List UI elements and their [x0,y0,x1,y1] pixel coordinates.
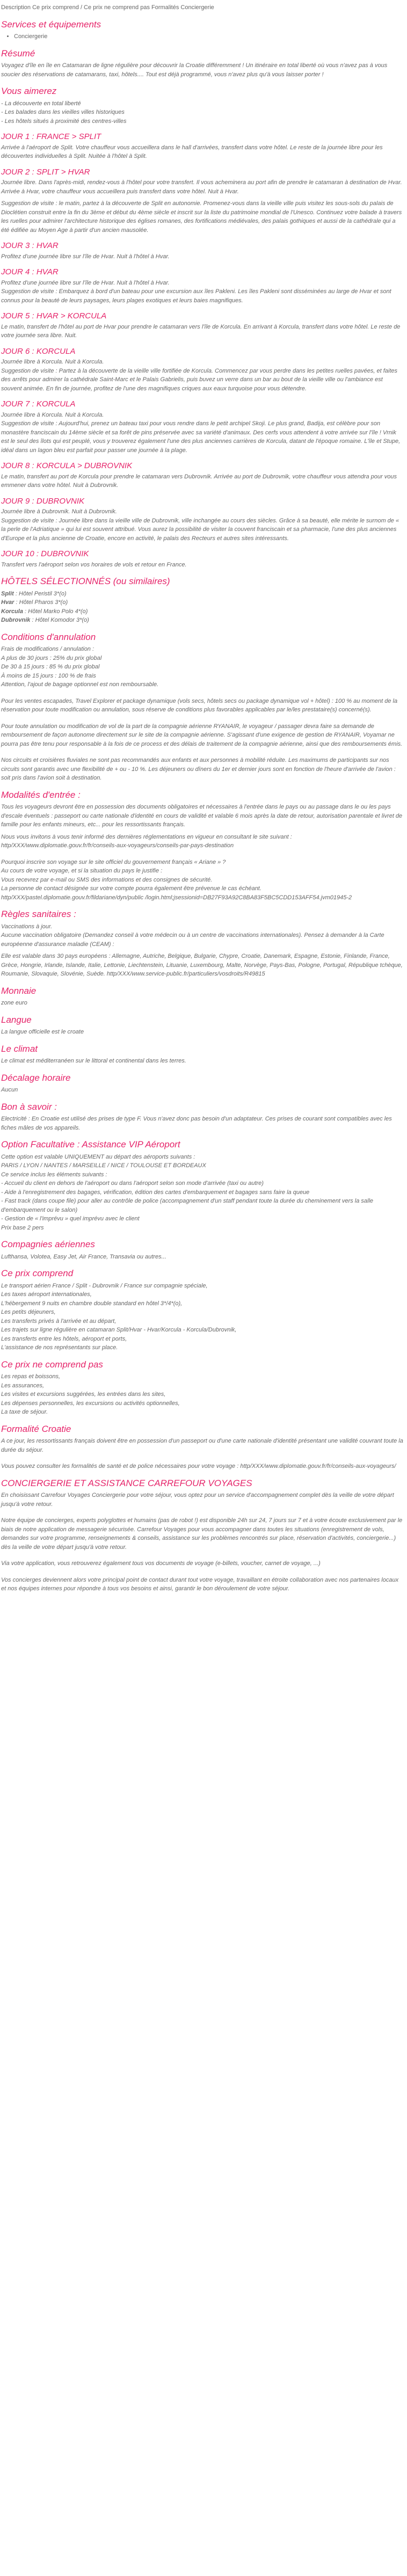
day-title: JOUR 8 : KORCULA > DUBROVNIK [1,461,133,470]
option-title: Option Facultative : Assistance VIP Aéroport [1,1139,180,1149]
necomprend-line: Les visites et excursions suggérées, les entrées dans les sites, [1,1391,166,1398]
option-line: Prix base 2 pers [1,1224,44,1231]
conciergerie-paragraph: Via votre application, vous retrouverez également tous vos documents de voyage (e-billets, voucher, carnet de voyage, ...) [1,1560,321,1567]
conditions-paragraph: Pour les ventes escapades, Travel Explorer et package dynamique (vols secs, hôtels secs ou package dynamique vol + hôtel) : 100 % au moment de la réservation pour toute modification ou annulation, sous réserve de conditions plus favorables applicables par le/les prestataire(s) concerné(s). [1,697,398,713]
necomprend-line: Les repas et boissons, [1,1373,61,1380]
tab-strip[interactable]: Description Ce prix comprend / Ce prix ne comprend pas Formalités Conciergerie [1,4,214,11]
compagnies-title: Compagnies aériennes [1,1239,95,1249]
resume-title: Résumé [1,48,35,59]
day-title: JOUR 9 : DUBROVNIK [1,496,85,506]
conditions-line: À moins de 15 jours : 100 % de frais [1,672,96,679]
day-suggestion: Suggestion de visite : Partez à la découverte de la vieille ville fortifiée de Korcula. Commencez par vous perdre dans les petites ruelles pavées, et faites des arrêts pour admirer la cathédrale Saint-Marc et le Palais Gabrielis, puis buvez un verre dans un bar au bout de la vieille ville ou l'ambiance est souvent animée. En fin de journée, profitez de l'une des magnifiques criques aux eaux turquoise pour vous détendre. [1,367,398,392]
sanitaires-paragraph: Aucune vaccination obligatoire (Demandez conseil à votre médecin ou à un centre de vaccinations internationales). Pensez à demander à la Carte européenne d'assurance maladie (CEAM) : [1,932,384,948]
day-title: JOUR 1 : FRANCE > SPLIT [1,132,101,141]
comprend-line: L'assistance de nos représentants sur place. [1,1344,118,1351]
aimerez-line: - La découverte en total liberté [1,100,81,107]
hotel-name: : Hôtel Pharos 3*(o) [14,599,68,606]
day-text: Journée libre à Korcula. Nuit à Korcula. [1,359,104,365]
conditions-line: Frais de modifications / annulation : [1,646,95,652]
option-line: Ce service inclus les éléments suivants : [1,1171,107,1178]
conditions-line: A plus de 30 jours : 25% du prix global [1,654,102,661]
option-line: - Accueil du client en dehors de l'aéroport ou dans l'aéroport selon son mode d'arrivée (taxi ou autre) [1,1180,264,1187]
modalites-paragraph: La personne de contact désignée sur votre compte pourra également être prévenue le cas échéant. http/XXX/pastel.diplomatie.gouv.fr/fildariane/dyn/public /login.html;jsessionid=DB27F93A92C8BA83F5BC5CDD153AFF54.jvm01945-2 [1,885,352,901]
aimerez-title: Vous aimerez [1,86,57,96]
hotel-city: Korcula [1,608,23,615]
conciergerie-paragraph: En choisissant Carrefour Voyages Conciergerie pour votre séjour, vous optez pour un service d'accompagnement complet dès la veille de votre départ jusqu'à votre retour. [1,1492,394,1508]
conciergerie-title: CONCIERGERIE ET ASSISTANCE CARREFOUR VOYAGES [1,1478,252,1488]
aimerez-line: - Les hôtels situés à proximité des centres-villes [1,118,127,125]
modalites-paragraph: Tous les voyageurs devront être en possession des documents obligatoires et nécessaires à l'entrée dans le pays ou au passage dans le ou les pays d'escale éventuels : passeport ou carte nationale d'identité en cours de validité et valable 6 mois après la date de retour, autorisation parentale et livret de famille pour les enfants mineurs, etc... pour les ressortissants français. [1,804,403,828]
climat-title: Le climat [1,1043,38,1054]
modalites-paragraph: Nous vous invitons à vous tenir informé des dernières réglementations en vigueur en consultant le site suivant : http/XXX/www.diplomatie.gouv.fr/fr/conseils-aux-voyageurs/conseils-par-pays-destination [1,833,292,849]
langue-text: La langue officielle est le croate [1,1029,84,1035]
day-title: JOUR 6 : KORCULA [1,346,76,356]
comprend-line: Les trajets sur ligne régulière en catamaran Split/Hvar - Hvar/Korcula - Korcula/Dubrovnik, [1,1327,237,1333]
hotel-name: : Hôtel Komodor 3*(o) [30,617,89,623]
comprend-line: Le transport aérien France / Split - Dubrovnik / France sur compagnie spéciale, [1,1282,208,1289]
day-suggestion: Suggestion de visite : le matin, partez à la découverte de Split en autonomie. Promenez-vous dans la vieille ville puis visitez les sous-sols du palais de Dioclétien construit entre la fin du 3ème et début du 4ème siècle et inscrit sur la liste du patrimoine mondial de l'Unesco. Continuez votre balade à travers les ruelles pour admirer l'architecture historique des églises romanes, des fortifications médiévales, des palais gothiques et aussi de la cathédrale qui a été édifiée au Moyen Age à partir d'un ancien mausolée. [1,200,402,234]
modalites-title: Modalités d'entrée : [1,789,81,800]
comprend-line: Les transferts privés à l'arrivée et au départ, [1,1318,117,1325]
necomprend-line: La taxe de séjour. [1,1409,48,1415]
langue-title: Langue [1,1014,32,1025]
services-title: Services et équipements [1,19,101,30]
day-text: Transfert vers l'aéroport selon vos horaires de vols et retour en France. [1,561,187,568]
necomprend-title: Ce prix ne comprend pas [1,1359,103,1370]
necomprend-line: Les dépenses personnelles, les excursions ou activités optionnelles, [1,1400,180,1407]
day-title: JOUR 4 : HVAR [1,267,59,276]
conditions-paragraph: Pour toute annulation ou modification de vol de la part de la compagnie aérienne RYANAIR, le voyageur / passager devra faire sa demande de remboursement de façon autonome directement sur le site de la compagnie aérienne. S'agissant d'une exigence de gestion de RYANAIR, Voyamar ne pourra pas être tenu pour responsable à la fois de ce process et des délais de traitement de la compagnie aérienne, ainsi que des remboursements émis. [1,723,403,747]
day-title: JOUR 3 : HVAR [1,241,59,250]
decalage-text: Aucun [1,1087,18,1093]
day-text: Journée libre. Dans l'après-midi, rendez-vous à l'hôtel pour votre transfert. Il vous acheminera au port afin de prendre le catamaran à destination de Hvar. Arrivée à Hvar, votre chauffeur vous accueillera puis transfert dans votre hôtel. Nuit à Hvar. [1,179,402,195]
modalites-paragraph: Pourquoi inscrire son voyage sur le site officiel du gouvernement français « Ariane » ? [1,858,226,865]
hotel-line [1,607,404,616]
option-line: PARIS / LYON / NANTES / MARSEILLE / NICE / TOULOUSE ET BORDEAUX [1,1162,206,1169]
conditions-line: Attention, l'ajout de bagage optionnel est non remboursable. [1,681,159,688]
necomprend-line: Les assurances, [1,1382,45,1389]
hotel-line [1,590,404,599]
monnaie-title: Monnaie [1,985,37,996]
conciergerie-paragraph: Notre équipe de concierges, experts polyglottes et humains (pas de robot !) est disponible 24h sur 24, 7 jours sur 7 et à votre écoute exclusivement par le biais de notre application de messagerie sécurisée. Carrefour Voyages pour vous accompagner dans toutes les situations (enregistrement de vols, demandes sur votre programme, renseignements & conseils, assistance sur les problèmes rencontrés sur place, réservation d'activités, conciergerie...) dès la veille de votre départ jusqu'à votre retour. [1,1517,403,1551]
option-line: Cette option est valable UNIQUEMENT au départ des aéroports suivants : [1,1153,195,1160]
bonasavoir-text: Electricité : En Croatie est utilisé des prises de type F. Vous n'avez donc pas besoin d'un adaptateur. Ces prises de courant sont compatibles avec les fiches mâles de vos appareils. [1,1116,392,1131]
formalite-paragraph: Vous pouvez consulter les formalités de santé et de police nécessaires pour votre voyage : http/XXX/www.diplomatie.gouv.fr/fr/conseils-aux-voyageurs/ [1,1463,396,1469]
day-title: JOUR 10 : DUBROVNIK [1,549,89,558]
hotel-line [1,598,404,607]
day-text: Le matin, transfert de l'hôtel au port de Hvar pour prendre le catamaran vers l'île de Korcula. En arrivant à Korcula, transfert dans votre hôtel. Le reste de votre journée sera libre. Nuit. [1,323,401,339]
bonasavoir-title: Bon à savoir : [1,1101,57,1112]
hotel-name: : Hôtel Marko Polo 4*(o) [23,608,88,615]
option-line: - Fast track (dans coupe file) pour aller au contrôle de police (accompagnement d'un staff pendant toute la durée du cheminement vers la salle d'embarquement ou le salon) [1,1198,374,1213]
monnaie-text: zone euro [1,1000,27,1006]
sanitaires-paragraph: Elle est valable dans 30 pays européens : Allemagne, Autriche, Belgique, Bulgarie, Chypre, Croatie, Danemark, Espagne, Estonie, Finlande, France, Grèce, Hongrie, Irlande, Islande, Italie, Lettonie, Liechtenstein, Lituanie, Luxembourg, Malte, Norvège, Pays-Bas, Pologne, Portugal, République tchèque, Roumanie, Slovaquie, Slovénie, Suède. http/XXX/www.service-public.fr/particuliers/vosdroits/R49815 [1,953,403,977]
services-item: • Conciergerie [14,32,404,41]
day-title: JOUR 7 : KORCULA [1,399,76,409]
conditions-title: Conditions d'annulation [1,631,96,642]
modalites-paragraph: Au cours de votre voyage, et si la situation du pays le justifie : [1,868,163,874]
option-line: - Gestion de « l'imprévu » quel imprévu avec le client [1,1216,140,1222]
day-title: JOUR 2 : SPLIT > HVAR [1,167,90,177]
day-text: Le matin, transfert au port de Korcula pour prendre le catamaran vers Dubrovnik. Arrivée au port de Dubrovnik, votre chauffeur vous attendra pour vous emmener dans votre hôtel. Nuit à Dubrovnik. [1,473,397,489]
formalite-title: Formalité Croatie [1,1423,71,1434]
comprend-line: L'hébergement 9 nuits en chambre double standard en hôtel 3*/4*(o), [1,1300,183,1307]
modalites-paragraph: Vous recevrez par e-mail ou SMS des informations et des consignes de sécurité. [1,876,213,883]
comprend-line: Les transferts entre les hôtels, aéroport et ports, [1,1335,127,1342]
day-text: Arrivée à l'aéroport de Split. Votre chauffeur vous accueillera dans le hall d'arrivées, transfert dans votre hôtel. Le reste de la journée libre pour les découvertes individuelles à Split. Nuitée à l'hôtel à Split. [1,144,383,159]
conditions-paragraph: Nos circuits et croisières fluviales ne sont pas recommandés aux enfants et aux personnes à mobilité réduite. Les maximums de participants sur nos circuits sont garantis avec une flexibilité de + ou - 10 %. Les déjeuners ou dîners du 1er et dernier jours sont en fonction de l'heure d'arrivée de l'avion : soit pris dans l'avion soit à destination. [1,757,396,781]
day-text: Journée libre à Dubrovnik. Nuit à Dubrovnik. [1,508,117,515]
services-list [1,32,404,41]
hotel-city: Split [1,590,14,597]
comprend-line: Les petits déjeuners, [1,1309,56,1315]
option-line: - Aide à l'enregistrement des bagages, vérification, édition des cartes d'embarquement et bagages sans faire la queue [1,1189,310,1196]
aimerez-line: - Les balades dans les vieilles villes historiques [1,109,125,115]
hotel-name: : Hôtel Peristil 3*(o) [13,590,67,597]
conciergerie-paragraph: Vos concierges deviennent alors votre principal point de contact durant tout votre voyage, travaillant en étroite collaboration avec nos partenaires locaux et nos équipes internes pour répondre à tous vos besoins et ainsi, garantir le bon déroulement de votre séjour. [1,1576,399,1592]
day-suggestion: Suggestion de visite : Embarquez à bord d'un bateau pour une excursion aux îles Pakleni. Les îles Pakleni sont disséminées au large de Hvar et sont connus pour la beauté de leurs paysages, leurs plages exotiques et leurs baies magnifiques. [1,288,391,304]
sanitaires-paragraph: Vaccinations à jour. [1,923,53,930]
hotels-title: HÔTELS SÉLECTIONNÉS (ou similaires) [1,576,170,586]
climat-text: Le climat est méditerranéen sur le littoral et continental dans les terres. [1,1058,186,1064]
hotel-city: Dubrovnik [1,617,31,623]
day-text: Profitez d'une journée libre sur l'île de Hvar. Nuit à l'hôtel à Hvar. [1,279,170,286]
decalage-title: Décalage horaire [1,1072,71,1083]
formalite-paragraph: A ce jour, les ressortissants français doivent être en possession d'un passeport ou d'une carte nationale d'identité présentant une validité couvrant toute la durée du séjour. [1,1438,403,1453]
comprend-line: Les taxes aéroport internationales, [1,1291,92,1298]
resume-text: Voyagez d'île en île en Catamaran de ligne régulière pour découvrir la Croatie différemment ! Un itinéraire en total liberté où vous n'avez pas à vous soucier des réservations de catamarans, taxi, hôtels.... Tout est déjà programmé, vous n'avez plus qu'à vous laisser porter ! [1,62,388,78]
conditions-line: De 30 à 15 jours : 85 % du prix global [1,664,100,670]
hotel-city: Hvar [1,599,14,606]
day-text: Journée libre à Korcula. Nuit à Korcula. [1,411,104,418]
day-text: Profitez d'une journée libre sur l'île de Hvar. Nuit à l'hôtel à Hvar. [1,253,170,260]
day-suggestion: Suggestion de visite : Journée libre dans la vieille ville de Dubrovnik, ville inchangée au cours des siècles. Grâce à sa beauté, elle mérite le surnom de « la perle de l'Adriatique » qui lui est souvent attribué. Vous aurez la possibilité de visiter la couvent franciscain et sa pharmacie, l'une des plus anciennes d'Europe et la plus ancienne de Croatie, encore en activité, le palais des Recteurs et autres sites intéressants. [1,517,399,542]
comprend-title: Ce prix comprend [1,1268,74,1278]
day-suggestion: Suggestion de visite : Aujourd'hui, prenez un bateau taxi pour vous rendre dans le petit archipel Skoji. Le plus grand, Badija, est célèbre pour son monastère franciscain du 14ème siècle et sa forêt de pins préservée avec sa variété d'animaux. Des cerfs vous attendent à votre arrivée sur l'île ! Vrnik est le seul des îlots qui est peuplé, vous y trouverez également l'une des plus anciennes carrières de Korcula, datant de l'époque romaine. L'île et Stupe, idéal dans un lagon bleu est parfait pour passer une journée à la plage. [1,420,401,454]
hotel-line [1,616,404,625]
compagnies-text: Lufthansa, Volotea, Easy Jet, Air France, Transavia ou autres... [1,1253,166,1260]
sanitaires-title: Règles sanitaires : [1,909,76,919]
day-title: JOUR 5 : HVAR > KORCULA [1,311,107,321]
